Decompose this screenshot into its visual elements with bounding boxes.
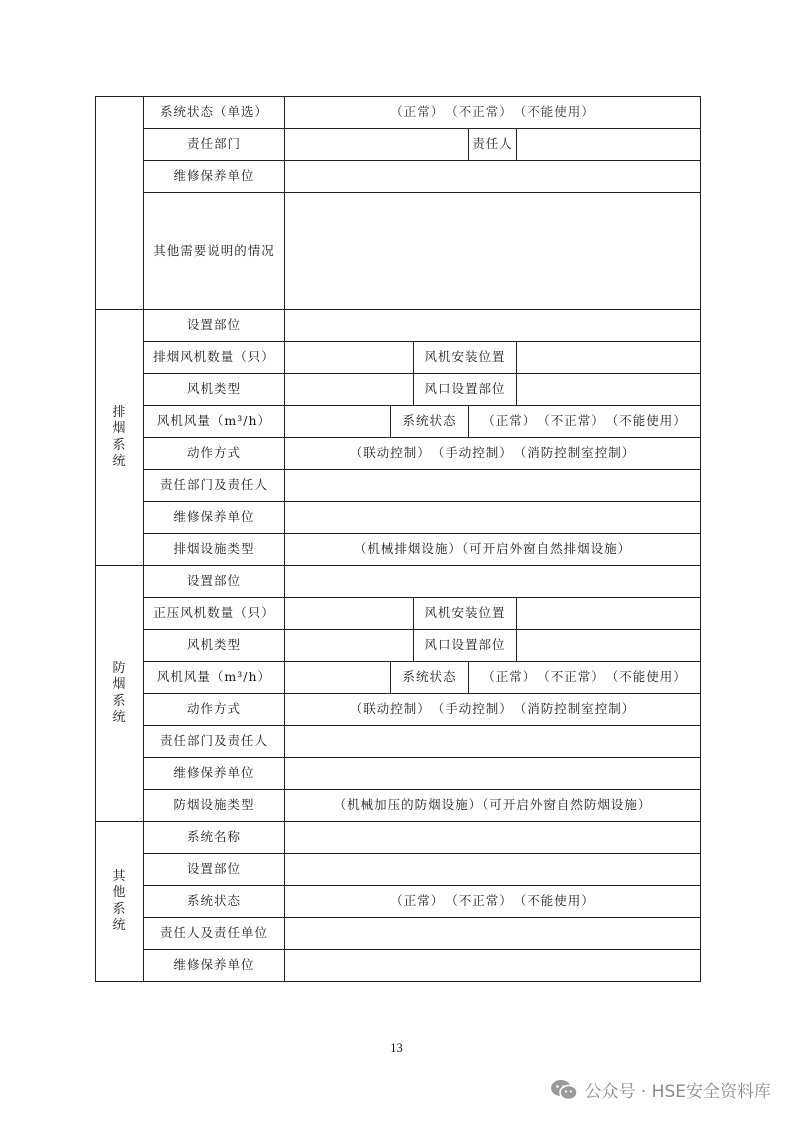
status-abnormal-option[interactable]: （不正常） [543,413,599,429]
exhaust-facility-type-label: 排烟设施类型 [144,534,285,566]
prevention-location-label: 设置部位 [144,566,285,598]
other-system-side-label: 其 他 系 统 [96,822,144,982]
table-row [96,598,701,630]
status-unusable-option[interactable]: （不能使用） [612,413,687,429]
exhaust-fan-type-field[interactable] [285,374,414,406]
table-row [96,726,701,758]
other-person-unit-label: 责任人及责任单位 [144,918,285,950]
watermark-text: 公众号 · HSE安全资料库 [584,1082,771,1102]
table-row [96,406,701,438]
exhaust-fan-count-label: 排烟风机数量（只） [144,342,285,374]
exhaust-location-field[interactable] [285,310,701,342]
person-label: 责任人 [469,129,517,161]
exhaust-sys-status-label: 系统状态 [391,406,469,438]
table-row [96,342,701,374]
table-row [96,161,701,193]
table-row [96,918,701,950]
prevention-maint-label: 维修保养单位 [144,758,285,790]
maint-field[interactable] [285,161,701,193]
remarks-field[interactable] [285,193,701,310]
person-field[interactable] [517,129,701,161]
exhaust-fan-airflow-field[interactable] [285,406,391,438]
fire-system-form-table [95,96,701,982]
remarks-label: 其他需要说明的情况 [144,193,285,310]
status-normal-option[interactable]: （正常） [482,413,530,429]
prevention-fan-type-field[interactable] [285,630,414,662]
table-row [96,822,701,854]
exhaust-dept-person-field[interactable] [285,470,701,502]
prevention-fan-airflow-label: 风机风量（m³/h） [144,662,285,694]
exhaust-fan-install-label: 风机安装位置 [414,342,517,374]
prevention-fan-install-label: 风机安装位置 [414,598,517,630]
table-row [96,310,701,342]
prevention-action-options[interactable]: （联动控制） （手动控制） （消防控制室控制） [285,694,701,726]
prevention-fan-airflow-field[interactable] [285,662,391,694]
prevention-sys-status-options[interactable] [469,662,701,694]
prev-section-side-cell [96,97,144,310]
prevention-location-field[interactable] [285,566,701,598]
table-row [96,758,701,790]
exhaust-maint-field[interactable] [285,502,701,534]
table-row [96,470,701,502]
prevention-maint-field[interactable] [285,758,701,790]
prevention-dept-person-label: 责任部门及责任人 [144,726,285,758]
page-number: 13 [390,1041,403,1055]
exhaust-fan-type-label: 风机类型 [144,374,285,406]
status-options[interactable]: （正常） （不正常） （不能使用） [285,97,701,129]
table-row [96,630,701,662]
table-row [96,790,701,822]
watermark [550,1077,771,1102]
dept-label: 责任部门 [144,129,285,161]
other-person-unit-field[interactable] [285,918,701,950]
table-row [96,129,701,161]
table-row [96,193,701,310]
other-maint-label: 维修保养单位 [144,950,285,982]
exhaust-maint-label: 维修保养单位 [144,502,285,534]
other-system-name-label: 系统名称 [144,822,285,854]
table-row [96,886,701,918]
table-row [96,662,701,694]
table-row [96,374,701,406]
exhaust-system-side-label: 排 烟 系 统 [96,310,144,566]
table-row [96,694,701,726]
prevention-fan-count-field[interactable] [285,598,414,630]
table-row [96,950,701,982]
wechat-icon [550,1079,578,1101]
exhaust-dept-person-label: 责任部门及责任人 [144,470,285,502]
prevention-fan-install-field[interactable] [517,598,701,630]
status-abnormal-option[interactable]: （不正常） [543,669,599,685]
exhaust-fan-count-field[interactable] [285,342,414,374]
prevention-action-label: 动作方式 [144,694,285,726]
prevention-sys-status-label: 系统状态 [391,662,469,694]
status-label: 系统状态（单选） [144,97,285,129]
other-location-field[interactable] [285,854,701,886]
prevention-facility-type-label: 防烟设施类型 [144,790,285,822]
exhaust-sys-status-options[interactable] [469,406,701,438]
prevention-vent-location-field[interactable] [517,630,701,662]
table-row [96,438,701,470]
exhaust-fan-airflow-label: 风机风量（m³/h） [144,406,285,438]
exhaust-action-label: 动作方式 [144,438,285,470]
other-status-options[interactable]: （正常） （不正常） （不能使用） [285,886,701,918]
dept-field[interactable] [285,129,469,161]
other-maint-field[interactable] [285,950,701,982]
prevention-dept-person-field[interactable] [285,726,701,758]
table-row [96,534,701,566]
prevention-fan-count-label: 正压风机数量（只） [144,598,285,630]
table-row [96,566,701,598]
table-row [96,97,701,129]
other-status-label: 系统状态 [144,886,285,918]
exhaust-vent-location-label: 风口设置部位 [414,374,517,406]
status-normal-option[interactable]: （正常） [482,669,530,685]
prevention-fan-type-label: 风机类型 [144,630,285,662]
exhaust-action-options[interactable]: （联动控制） （手动控制） （消防控制室控制） [285,438,701,470]
prevention-facility-type-options[interactable]: （机械加压的防烟设施）（可开启外窗自然防烟设施） [285,790,701,822]
exhaust-location-label: 设置部位 [144,310,285,342]
maint-label: 维修保养单位 [144,161,285,193]
exhaust-fan-install-field[interactable] [517,342,701,374]
exhaust-vent-location-field[interactable] [517,374,701,406]
status-unusable-option[interactable]: （不能使用） [612,669,687,685]
other-system-name-field[interactable] [285,822,701,854]
other-location-label: 设置部位 [144,854,285,886]
table-row [96,502,701,534]
table-row [96,854,701,886]
exhaust-facility-type-options[interactable]: （机械排烟设施）（可开启外窗自然排烟设施） [285,534,701,566]
prevention-system-side-label: 防 烟 系 统 [96,566,144,822]
prevention-vent-location-label: 风口设置部位 [414,630,517,662]
